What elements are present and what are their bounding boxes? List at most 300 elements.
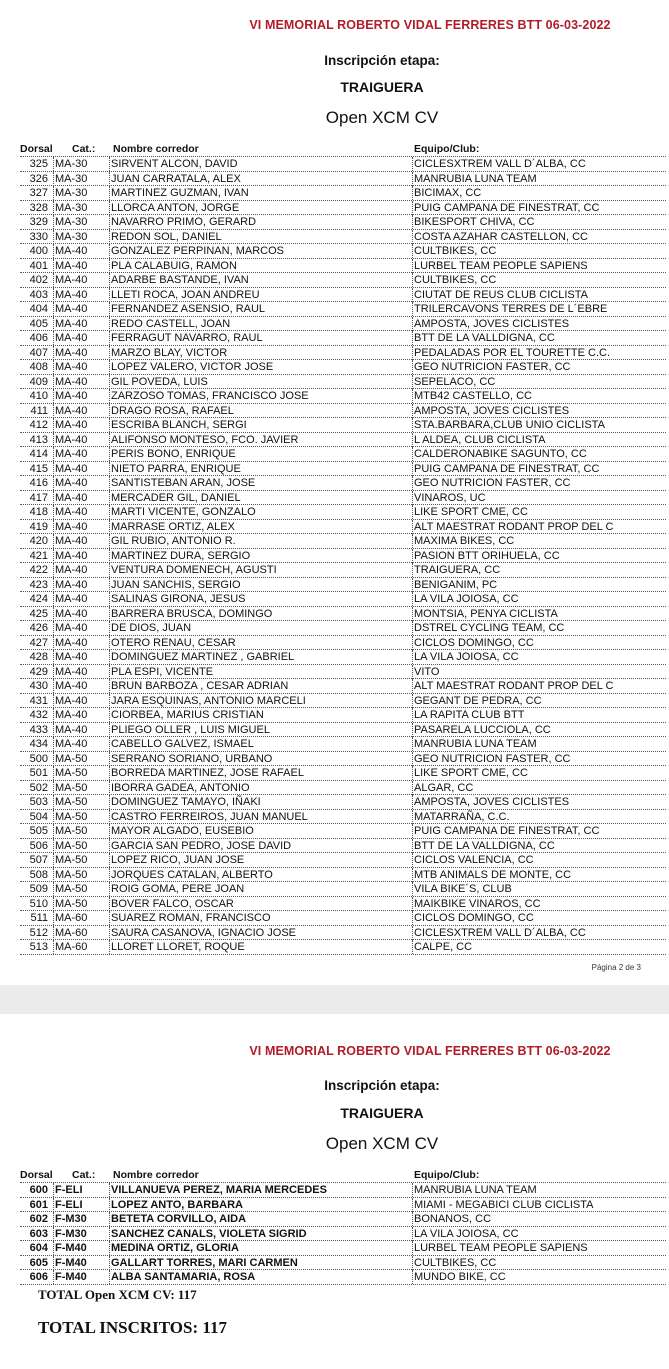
team-cell: AMPOSTA, JOVES CICLISTES bbox=[414, 796, 570, 808]
table-row bbox=[20, 694, 666, 709]
rider-name-cell: FERRAGUT NAVARRO, RAUL bbox=[111, 332, 263, 344]
column-separator bbox=[53, 1212, 54, 1226]
table-row bbox=[20, 1183, 666, 1198]
rider-name-cell: CIORBEA, MARIUS CRISTIAN bbox=[111, 709, 264, 721]
column-separator bbox=[109, 418, 110, 432]
category-cell: MA-30 bbox=[55, 201, 88, 214]
table-row bbox=[20, 868, 666, 883]
dorsal-cell: 602 bbox=[29, 1213, 48, 1225]
category-cell: MA-40 bbox=[55, 288, 88, 301]
category-cell: MA-40 bbox=[55, 361, 88, 373]
team-cell: MANRUBIA LUNA TEAM bbox=[414, 172, 537, 185]
dorsal-cell: 431 bbox=[29, 694, 48, 707]
header-team: Equipo/Club: bbox=[414, 143, 480, 155]
category-cell: MA-50 bbox=[55, 897, 88, 910]
column-separator bbox=[109, 1241, 110, 1255]
table-row bbox=[20, 592, 666, 607]
table-row bbox=[20, 766, 666, 781]
dorsal-cell: 405 bbox=[29, 317, 48, 330]
team-cell: MTB ANIMALS DE MONTE, CC bbox=[414, 868, 572, 881]
category-cell: MA-40 bbox=[55, 433, 88, 446]
category-cell: MA-40 bbox=[55, 549, 88, 562]
category-cell: MA-40 bbox=[55, 245, 88, 257]
category-cell: MA-40 bbox=[55, 274, 88, 286]
column-separator bbox=[109, 665, 110, 679]
category-cell: MA-40 bbox=[55, 723, 88, 736]
category-title: Open XCM CV bbox=[325, 108, 439, 127]
category-cell: MA-60 bbox=[55, 912, 88, 924]
rider-name-cell: SAURA CASANOVA, IGNACIO JOSE bbox=[111, 926, 297, 939]
dorsal-cell: 502 bbox=[29, 781, 48, 794]
column-separator bbox=[109, 215, 110, 229]
team-cell: TRILERCAVONS TERRES DE L´EBRE bbox=[414, 303, 608, 315]
rider-name-cell: SALINAS GIRONA, JESUS bbox=[111, 593, 246, 605]
rider-name-cell: MARTI VICENTE, GONZALO bbox=[111, 506, 256, 518]
dorsal-cell: 501 bbox=[29, 767, 48, 779]
table-row bbox=[20, 607, 666, 622]
rider-name-cell: OTERO RENAU, CESAR bbox=[111, 636, 236, 649]
column-separator bbox=[109, 259, 110, 273]
table-row bbox=[20, 665, 666, 680]
team-cell: CIUTAT DE REUS CLUB CICLISTA bbox=[414, 288, 588, 301]
rider-name-cell: MARRASE ORTIZ, ALEX bbox=[111, 520, 235, 533]
rider-name-cell: MARTINEZ DURA, SERGIO bbox=[111, 549, 251, 562]
team-cell: CALDERONABIKE SAGUNTO, CC bbox=[414, 448, 587, 460]
column-separator bbox=[412, 636, 413, 650]
team-cell: GEO NUTRICION FASTER, CC bbox=[414, 361, 571, 373]
document-page-2 bbox=[0, 1014, 669, 1369]
column-separator bbox=[109, 781, 110, 795]
table-row bbox=[20, 476, 666, 491]
category-cell: MA-50 bbox=[55, 752, 88, 765]
column-separator bbox=[53, 911, 54, 925]
column-separator bbox=[109, 882, 110, 896]
total-category: TOTAL Open XCM CV: 117 bbox=[38, 1287, 197, 1302]
column-separator bbox=[412, 665, 413, 679]
rider-name-cell: SIRVENT ALCON, DAVID bbox=[111, 158, 238, 170]
category-cell: MA-40 bbox=[55, 375, 88, 388]
column-separator bbox=[109, 607, 110, 621]
column-separator bbox=[109, 520, 110, 534]
column-separator bbox=[412, 534, 413, 548]
table-row bbox=[20, 1270, 666, 1285]
team-cell: MAIKBIKE VINAROS, CC bbox=[414, 897, 541, 910]
column-separator bbox=[412, 201, 413, 215]
column-separator bbox=[412, 215, 413, 229]
column-separator bbox=[412, 172, 413, 186]
column-separator bbox=[53, 621, 54, 635]
page-number: Página 2 de 3 bbox=[591, 963, 641, 972]
rider-name-cell: MARTINEZ GUZMAN, IVAN bbox=[111, 187, 249, 199]
rider-name-cell: GIL POVEDA, LUIS bbox=[111, 375, 208, 388]
column-separator bbox=[53, 201, 54, 215]
dorsal-cell: 509 bbox=[29, 883, 48, 895]
dorsal-cell: 325 bbox=[29, 158, 48, 170]
table-row bbox=[20, 259, 666, 274]
category-cell: MA-30 bbox=[55, 187, 88, 199]
column-separator bbox=[53, 578, 54, 592]
column-separator bbox=[109, 1270, 110, 1284]
registrations-table-women bbox=[20, 1183, 666, 1285]
column-separator bbox=[109, 331, 110, 345]
category-cell: MA-30 bbox=[55, 172, 88, 185]
column-separator bbox=[412, 505, 413, 519]
dorsal-cell: 433 bbox=[29, 723, 48, 736]
team-cell: CULTBIKES, CC bbox=[414, 245, 497, 257]
column-separator bbox=[53, 360, 54, 374]
column-separator bbox=[412, 447, 413, 461]
column-separator bbox=[53, 1183, 54, 1197]
team-cell: CICLOS DOMINGO, CC bbox=[414, 636, 534, 649]
rider-name-cell: SERRANO SORIANO, URBANO bbox=[111, 752, 273, 765]
column-separator bbox=[109, 911, 110, 925]
column-separator bbox=[53, 491, 54, 505]
table-row bbox=[20, 186, 666, 201]
page-gap bbox=[0, 985, 669, 1014]
dorsal-cell: 422 bbox=[29, 564, 48, 576]
dorsal-cell: 421 bbox=[29, 549, 48, 562]
rider-name-cell: SANCHEZ CANALS, VIOLETA SIGRID bbox=[111, 1227, 307, 1240]
dorsal-cell: 507 bbox=[29, 854, 48, 866]
team-cell: COSTA AZAHAR CASTELLON, CC bbox=[414, 230, 589, 243]
team-cell: CALPE, CC bbox=[414, 941, 473, 953]
team-cell: GEO NUTRICION FASTER, CC bbox=[414, 477, 571, 489]
team-cell: MATARRAÑA, C.C. bbox=[414, 810, 510, 823]
rider-name-cell: LLORCA ANTON, JORGE bbox=[111, 201, 240, 214]
table-row bbox=[20, 839, 666, 854]
category-cell: MA-40 bbox=[55, 593, 88, 605]
column-separator bbox=[53, 607, 54, 621]
column-separator bbox=[109, 186, 110, 200]
rider-name-cell: VENTURA DOMENECH, AGUSTI bbox=[111, 564, 277, 576]
table-row bbox=[20, 679, 666, 694]
team-cell: SEPELACO, CC bbox=[414, 375, 496, 388]
team-cell: MUNDO BIKE, CC bbox=[414, 1271, 506, 1283]
dorsal-cell: 400 bbox=[29, 245, 48, 257]
rider-name-cell: PLIEGO OLLER , LUIS MIGUEL bbox=[111, 723, 270, 736]
team-cell: DSTREL CYCLING TEAM, CC bbox=[414, 622, 565, 634]
team-cell: BIKESPORT CHIVA, CC bbox=[414, 216, 535, 228]
dorsal-cell: 432 bbox=[29, 709, 48, 721]
dorsal-cell: 603 bbox=[29, 1227, 48, 1240]
category-cell: MA-40 bbox=[55, 346, 88, 359]
team-cell: LA VILA JOIOSA, CC bbox=[414, 1227, 519, 1240]
column-separator bbox=[53, 1270, 54, 1284]
column-separator bbox=[109, 375, 110, 389]
rider-name-cell: VILLANUEVA PEREZ, MARIA MERCEDES bbox=[111, 1184, 327, 1196]
column-separator bbox=[412, 940, 413, 954]
column-separator bbox=[412, 433, 413, 447]
column-separator bbox=[109, 534, 110, 548]
rider-name-cell: REDO CASTELL, JOAN bbox=[111, 317, 231, 330]
table-row bbox=[20, 447, 666, 462]
dorsal-cell: 428 bbox=[29, 651, 48, 663]
column-separator bbox=[53, 462, 54, 476]
column-separator bbox=[109, 940, 110, 954]
rider-name-cell: NIETO PARRA, ENRIQUE bbox=[111, 462, 241, 475]
column-separator bbox=[53, 230, 54, 244]
dorsal-cell: 330 bbox=[29, 230, 48, 243]
column-separator bbox=[53, 259, 54, 273]
column-separator bbox=[412, 491, 413, 505]
column-separator bbox=[53, 215, 54, 229]
column-separator bbox=[412, 462, 413, 476]
team-cell: BONANOS, CC bbox=[414, 1213, 492, 1225]
category-cell: F-ELI bbox=[55, 1198, 83, 1211]
column-separator bbox=[53, 418, 54, 432]
table-row bbox=[20, 288, 666, 303]
column-separator bbox=[412, 418, 413, 432]
column-separator bbox=[412, 1241, 413, 1255]
column-separator bbox=[412, 346, 413, 360]
column-separator bbox=[109, 708, 110, 722]
column-separator bbox=[53, 636, 54, 650]
category-cell: F-M40 bbox=[55, 1242, 87, 1254]
rider-name-cell: DE DIOS, JUAN bbox=[111, 622, 192, 634]
table-row bbox=[20, 549, 666, 564]
team-cell: BTT DE LA VALLDIGNA, CC bbox=[414, 332, 555, 344]
table-row bbox=[20, 157, 666, 172]
column-separator bbox=[109, 201, 110, 215]
column-separator bbox=[109, 433, 110, 447]
dorsal-cell: 326 bbox=[29, 172, 48, 185]
rider-name-cell: GONZALEZ PERPINAN, MARCOS bbox=[111, 245, 284, 257]
column-separator bbox=[412, 331, 413, 345]
rider-name-cell: MARZO BLAY, VICTOR bbox=[111, 346, 228, 359]
column-separator bbox=[109, 230, 110, 244]
column-separator bbox=[412, 288, 413, 302]
column-separator bbox=[109, 723, 110, 737]
dorsal-cell: 327 bbox=[29, 187, 48, 199]
column-separator bbox=[412, 926, 413, 940]
category-cell: MA-40 bbox=[55, 462, 88, 475]
category-cell: MA-30 bbox=[55, 230, 88, 243]
dorsal-cell: 434 bbox=[29, 738, 48, 750]
column-separator bbox=[53, 665, 54, 679]
dorsal-cell: 418 bbox=[29, 506, 48, 518]
column-separator bbox=[53, 302, 54, 316]
table-row bbox=[20, 810, 666, 825]
table-row bbox=[20, 172, 666, 187]
rider-name-cell: GALLART TORRES, MARI CARMEN bbox=[111, 1256, 298, 1269]
dorsal-cell: 427 bbox=[29, 636, 48, 649]
table-row bbox=[20, 215, 666, 230]
column-separator bbox=[412, 389, 413, 403]
column-separator bbox=[412, 911, 413, 925]
column-separator bbox=[53, 1256, 54, 1270]
column-separator bbox=[53, 708, 54, 722]
column-separator bbox=[109, 360, 110, 374]
event-title-2: VI MEMORIAL ROBERTO VIDAL FERRERES BTT 06-03-2022 bbox=[249, 1044, 611, 1058]
category-cell: MA-40 bbox=[55, 738, 88, 750]
column-separator bbox=[53, 288, 54, 302]
table-row bbox=[20, 1256, 666, 1271]
column-separator bbox=[53, 882, 54, 896]
category-cell: MA-40 bbox=[55, 578, 88, 591]
rider-name-cell: JUAN SANCHIS, SERGIO bbox=[111, 578, 241, 591]
dorsal-cell: 606 bbox=[29, 1271, 48, 1283]
team-cell: ALGAR, CC bbox=[414, 781, 474, 794]
column-separator bbox=[412, 1227, 413, 1241]
column-separator bbox=[109, 172, 110, 186]
dorsal-cell: 404 bbox=[29, 303, 48, 315]
header-team-2: Equipo/Club: bbox=[414, 1169, 480, 1181]
column-separator bbox=[109, 578, 110, 592]
column-separator bbox=[53, 404, 54, 418]
column-separator bbox=[53, 389, 54, 403]
category-cell: MA-40 bbox=[55, 535, 88, 547]
column-separator bbox=[53, 592, 54, 606]
column-separator bbox=[412, 360, 413, 374]
column-separator bbox=[109, 346, 110, 360]
column-separator bbox=[109, 839, 110, 853]
table-row bbox=[20, 737, 666, 752]
dorsal-cell: 508 bbox=[29, 868, 48, 881]
column-separator bbox=[109, 317, 110, 331]
category-cell: MA-40 bbox=[55, 332, 88, 344]
rider-name-cell: REDON SOL, DANIEL bbox=[111, 230, 222, 243]
category-cell: MA-40 bbox=[55, 491, 88, 504]
category-cell: MA-40 bbox=[55, 607, 88, 620]
category-cell: MA-40 bbox=[55, 564, 88, 576]
header-dorsal-2: Dorsal bbox=[20, 1169, 53, 1181]
column-separator bbox=[412, 592, 413, 606]
team-cell: LIKE SPORT CME, CC bbox=[414, 767, 528, 779]
column-separator bbox=[412, 259, 413, 273]
rider-name-cell: MERCADER GIL, DANIEL bbox=[111, 491, 241, 504]
column-separator bbox=[53, 1241, 54, 1255]
table-row bbox=[20, 418, 666, 433]
team-cell: MTB42 CASTELLO, CC bbox=[414, 390, 532, 402]
column-separator bbox=[109, 650, 110, 664]
table-row bbox=[20, 230, 666, 245]
table-row bbox=[20, 273, 666, 288]
category-cell: MA-40 bbox=[55, 694, 88, 707]
column-separator bbox=[109, 824, 110, 838]
rider-name-cell: GIL RUBIO, ANTONIO R. bbox=[111, 535, 236, 547]
team-cell: LA VILA JOIOSA, CC bbox=[414, 651, 519, 663]
column-separator bbox=[53, 447, 54, 461]
table-row bbox=[20, 360, 666, 375]
dorsal-cell: 408 bbox=[29, 361, 48, 373]
dorsal-cell: 411 bbox=[30, 404, 48, 417]
team-cell: PASION BTT ORIHUELA, CC bbox=[414, 549, 560, 562]
column-separator bbox=[412, 1212, 413, 1226]
rider-name-cell: ADARBE BASTANDE, IVAN bbox=[111, 274, 249, 286]
category-cell: F-ELI bbox=[55, 1184, 83, 1196]
column-separator bbox=[412, 244, 413, 258]
column-separator bbox=[109, 694, 110, 708]
dorsal-cell: 605 bbox=[29, 1256, 48, 1269]
column-separator bbox=[109, 795, 110, 809]
team-cell: CICLOS VALENCIA, CC bbox=[414, 854, 534, 866]
team-cell: MANRUBIA LUNA TEAM bbox=[414, 1184, 537, 1196]
rider-name-cell: MAYOR ALGADO, EUSEBIO bbox=[111, 825, 254, 837]
rider-name-cell: BOVER FALCO, OSCAR bbox=[111, 897, 234, 910]
team-cell: MANRUBIA LUNA TEAM bbox=[414, 738, 537, 750]
column-separator bbox=[109, 462, 110, 476]
rider-name-cell: ROIG GOMA, PERE JOAN bbox=[111, 883, 245, 895]
column-separator bbox=[53, 563, 54, 577]
column-separator bbox=[53, 331, 54, 345]
rider-name-cell: BETETA CORVILLO, AIDA bbox=[111, 1213, 247, 1225]
rider-name-cell: SUAREZ ROMAN, FRANCISCO bbox=[111, 912, 271, 924]
column-separator bbox=[53, 186, 54, 200]
category-cell: MA-30 bbox=[55, 158, 88, 170]
column-separator bbox=[53, 244, 54, 258]
table-row bbox=[20, 795, 666, 810]
column-separator bbox=[412, 723, 413, 737]
table-row bbox=[20, 708, 666, 723]
column-separator bbox=[53, 172, 54, 186]
column-separator bbox=[53, 737, 54, 751]
table-row bbox=[20, 389, 666, 404]
category-cell: MA-30 bbox=[55, 216, 88, 228]
dorsal-cell: 409 bbox=[29, 375, 48, 388]
column-separator bbox=[412, 882, 413, 896]
column-separator bbox=[109, 1198, 110, 1212]
column-separator bbox=[53, 375, 54, 389]
dorsal-cell: 510 bbox=[29, 897, 48, 910]
column-separator bbox=[53, 795, 54, 809]
dorsal-cell: 416 bbox=[29, 477, 48, 489]
team-cell: LA RAPITA CLUB BTT bbox=[414, 709, 525, 721]
table-row bbox=[20, 201, 666, 216]
column-separator bbox=[109, 868, 110, 882]
rider-name-cell: ALIFONSO MONTESO, FCO. JAVIER bbox=[111, 433, 299, 446]
column-separator bbox=[109, 766, 110, 780]
category-cell: MA-40 bbox=[55, 622, 88, 634]
column-separator bbox=[412, 317, 413, 331]
dorsal-cell: 328 bbox=[29, 201, 48, 214]
stage-name-2: TRAIGUERA bbox=[340, 1105, 424, 1121]
table-row bbox=[20, 302, 666, 317]
column-separator bbox=[109, 447, 110, 461]
rider-name-cell: LLORET LLORET, ROQUE bbox=[111, 941, 245, 953]
column-separator bbox=[412, 868, 413, 882]
team-cell: ALT MAESTRAT RODANT PROP DEL C bbox=[414, 680, 614, 692]
table-row bbox=[20, 636, 666, 651]
dorsal-cell: 425 bbox=[29, 607, 48, 620]
column-separator bbox=[412, 157, 413, 171]
column-separator bbox=[53, 433, 54, 447]
column-separator bbox=[412, 273, 413, 287]
column-separator bbox=[109, 389, 110, 403]
category-cell: MA-50 bbox=[55, 883, 88, 895]
column-separator bbox=[412, 549, 413, 563]
dorsal-cell: 604 bbox=[29, 1242, 48, 1254]
category-cell: F-M30 bbox=[55, 1213, 87, 1225]
column-separator bbox=[109, 810, 110, 824]
category-cell: MA-40 bbox=[55, 477, 88, 489]
column-separator bbox=[109, 752, 110, 766]
column-separator bbox=[109, 1256, 110, 1270]
rider-name-cell: PLA CALABUIG, RAMON bbox=[111, 259, 237, 272]
column-separator bbox=[53, 926, 54, 940]
team-cell: BTT DE LA VALLDIGNA, CC bbox=[414, 839, 555, 852]
rider-name-cell: PERIS BONO, ENRIQUE bbox=[111, 448, 236, 460]
team-cell: PUIG CAMPANA DE FINESTRAT, CC bbox=[414, 825, 600, 837]
team-cell: CULTBIKES, CC bbox=[414, 1256, 497, 1269]
column-separator bbox=[412, 1270, 413, 1284]
column-separator bbox=[412, 839, 413, 853]
column-separator bbox=[109, 1183, 110, 1197]
column-separator bbox=[53, 520, 54, 534]
column-separator bbox=[53, 505, 54, 519]
team-cell: BENIGANIM, PC bbox=[414, 578, 498, 591]
column-separator bbox=[53, 868, 54, 882]
category-cell: MA-50 bbox=[55, 868, 88, 881]
